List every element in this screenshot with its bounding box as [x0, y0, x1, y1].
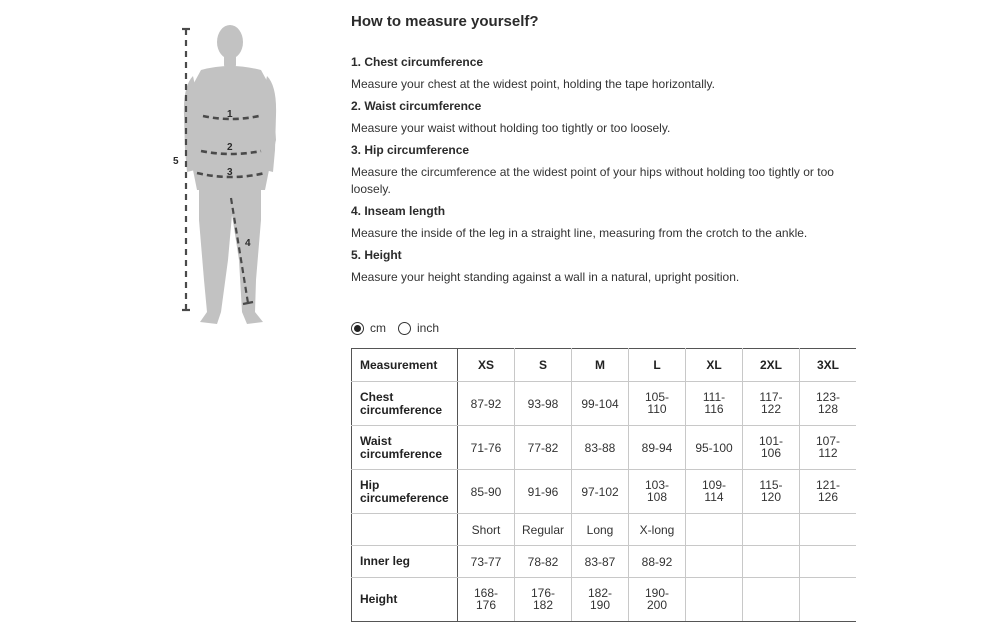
table-cell: 190-200: [629, 578, 686, 622]
table-cell: [686, 546, 743, 578]
table-cell: 78-82: [515, 546, 572, 578]
table-cell: Regular: [515, 514, 572, 546]
table-cell: Long: [572, 514, 629, 546]
table-header-row: [352, 349, 857, 382]
table-cell: [800, 578, 857, 622]
table-row-chest: [352, 382, 857, 426]
table-cell: 71-76: [458, 426, 515, 470]
header-xl: XL: [686, 349, 743, 382]
step-title-chest: 1. Chest circumference: [351, 55, 484, 69]
table-cell: 95-100: [686, 426, 743, 470]
table-cell: 88-92: [629, 546, 686, 578]
table-row-fit: [352, 514, 857, 546]
header-2xl: 2XL: [743, 349, 800, 382]
table-cell: 105-110: [629, 382, 686, 426]
row-label-height: Height: [352, 578, 458, 622]
marker-5: 5: [173, 156, 179, 167]
table-cell: 101-106: [743, 426, 800, 470]
row-label-chest: Chest circumference: [352, 382, 458, 426]
step-title-waist: 2. Waist circumference: [351, 99, 482, 113]
table-cell: X-long: [629, 514, 686, 546]
table-cell: 77-82: [515, 426, 572, 470]
table-row-height: [352, 578, 857, 622]
table-cell: 85-90: [458, 470, 515, 514]
table-cell: 87-92: [458, 382, 515, 426]
header-xs: XS: [458, 349, 515, 382]
radio-inch[interactable]: [398, 322, 411, 335]
table-cell: 99-104: [572, 382, 629, 426]
table-cell: 83-87: [572, 546, 629, 578]
table-cell: [686, 578, 743, 622]
marker-1: 1: [227, 109, 233, 120]
table-cell: [743, 514, 800, 546]
header-3xl: 3XL: [800, 349, 857, 382]
table-cell: 97-102: [572, 470, 629, 514]
table-row-inner-leg: [352, 546, 857, 578]
step-desc-inseam: Measure the inside of the leg in a straight line, measuring from the crotch to the ankle.: [351, 226, 808, 240]
header-m: M: [572, 349, 629, 382]
table-cell: 103-108: [629, 470, 686, 514]
table-cell: Short: [458, 514, 515, 546]
table-cell: 121-126: [800, 470, 857, 514]
step-title-hip: 3. Hip circumference: [351, 143, 470, 157]
marker-3: 3: [227, 167, 233, 178]
size-table: [351, 348, 856, 622]
table-cell: [686, 514, 743, 546]
marker-2: 2: [227, 142, 233, 153]
table-cell: 176-182: [515, 578, 572, 622]
table-cell: [800, 514, 857, 546]
measure-instructions: [351, 10, 851, 292]
page-title: How to measure yourself?: [351, 13, 539, 30]
step-title-height: 5. Height: [351, 248, 402, 262]
table-cell: 89-94: [629, 426, 686, 470]
table-cell: 73-77: [458, 546, 515, 578]
row-label-fit: [352, 514, 458, 546]
table-cell: [743, 546, 800, 578]
header-l: L: [629, 349, 686, 382]
table-cell: 83-88: [572, 426, 629, 470]
step-desc-chest: Measure your chest at the widest point, holding the tape horizontally.: [351, 77, 715, 91]
table-cell: 93-98: [515, 382, 572, 426]
table-row-waist: [352, 426, 857, 470]
table-cell: 123-128: [800, 382, 857, 426]
figure-svg: [165, 20, 285, 330]
step-desc-hip: Measure the circumference at the widest point of your hips without holding too tightly or too loosely.: [351, 165, 834, 196]
steps-list: [351, 55, 851, 286]
table-cell: [743, 578, 800, 622]
step-title-inseam: 4. Inseam length: [351, 204, 446, 218]
unit-option-cm[interactable]: [351, 321, 386, 335]
header-measurement: Measurement: [352, 349, 458, 382]
radio-cm[interactable]: [351, 322, 364, 335]
table-cell: 107-112: [800, 426, 857, 470]
body-measurement-figure: [165, 20, 285, 330]
table-cell: [800, 546, 857, 578]
table-cell: 182-190: [572, 578, 629, 622]
table-cell: 168-176: [458, 578, 515, 622]
table-cell: 109-114: [686, 470, 743, 514]
row-label-inner-leg: Inner leg: [352, 546, 458, 578]
unit-label-inch: inch: [417, 321, 440, 335]
unit-toggle: [351, 321, 451, 335]
row-label-waist: Waist circumference: [352, 426, 458, 470]
unit-label-cm: cm: [370, 321, 386, 335]
table-cell: 111-116: [686, 382, 743, 426]
table-row-hip: [352, 470, 857, 514]
step-desc-height: Measure your height standing against a wall in a natural, upright position.: [351, 270, 740, 284]
table-cell: 91-96: [515, 470, 572, 514]
unit-option-inch[interactable]: [398, 321, 439, 335]
header-s: S: [515, 349, 572, 382]
row-label-hip: Hip circumeference: [352, 470, 458, 514]
step-desc-waist: Measure your waist without holding too tightly or too loosely.: [351, 121, 671, 135]
marker-4: 4: [245, 238, 251, 249]
table-cell: 117-122: [743, 382, 800, 426]
table-cell: 115-120: [743, 470, 800, 514]
